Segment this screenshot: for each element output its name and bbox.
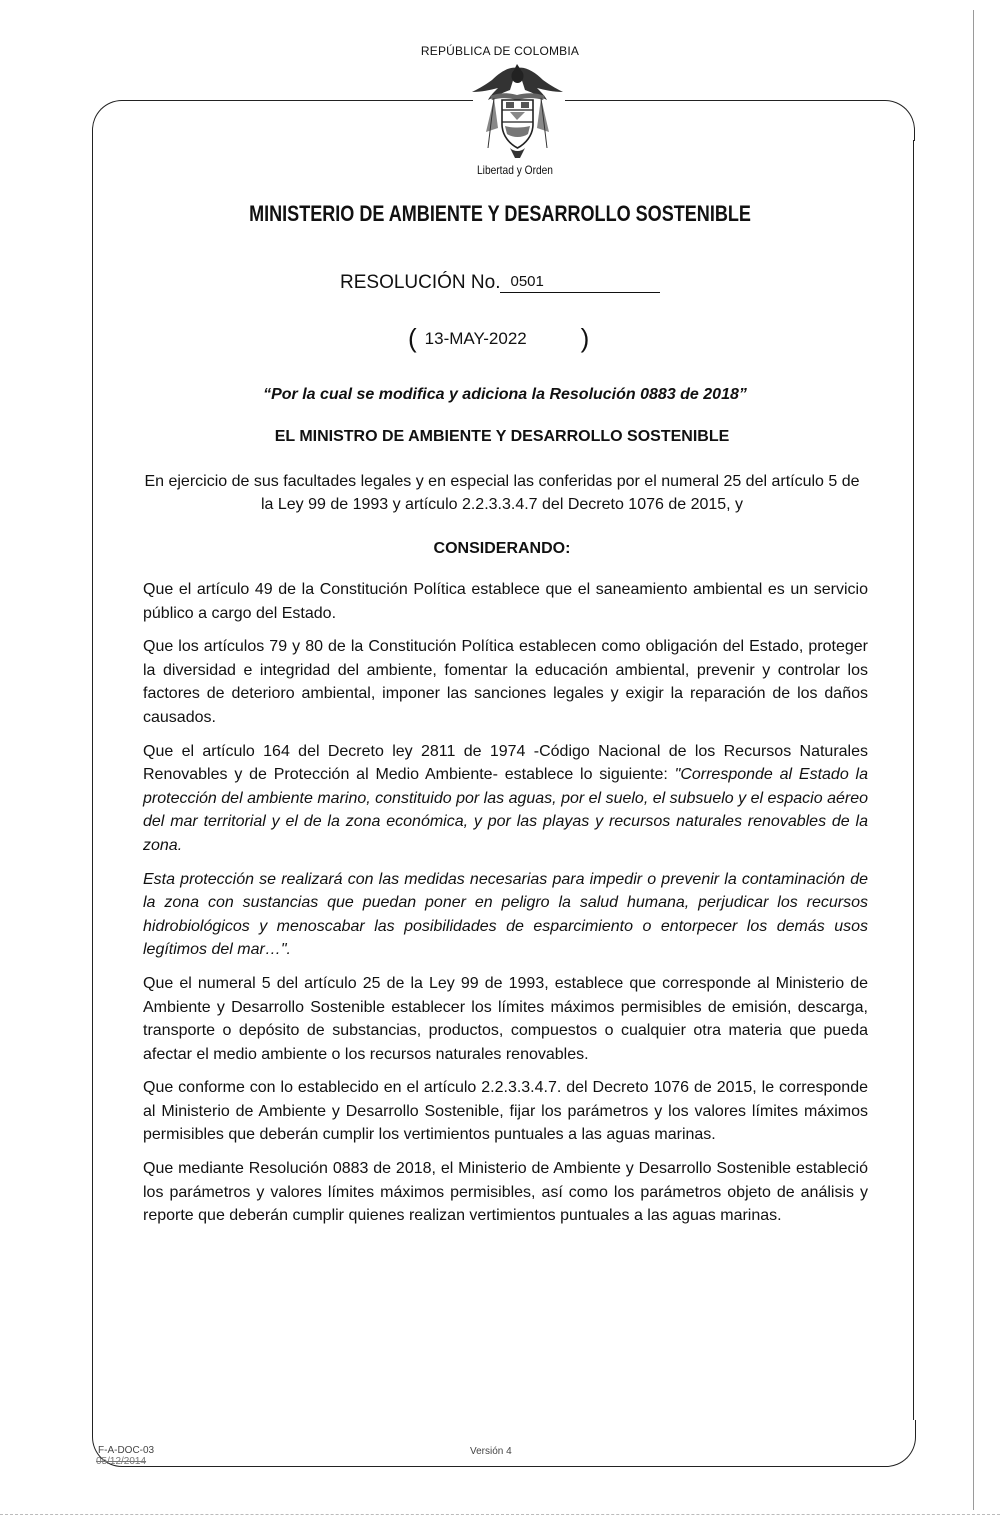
resolution-date-line (408, 323, 589, 354)
form-date: 05/12/2014 (96, 1456, 147, 1467)
page-frame-top-right (565, 100, 915, 141)
considerando-heading: CONSIDERANDO: (433, 540, 571, 557)
page-frame-right (913, 140, 914, 1420)
page-frame-left (92, 140, 93, 1420)
paragraph-6: Que conforme con lo establecido en el artículo 2.2.3.3.4.7. del Decreto 1076 de 2015, le corresponde al Ministerio de Ambiente y Desarrollo Sostenible, fijar los parámetros y los valores límites máximos permisibles que deberán cumplir los vertimientos puntuales a las aguas marinas. (143, 1079, 868, 1144)
country-heading: REPÚBLICA DE COLOMBIA (420, 44, 580, 58)
motto-text: Libertad y Orden (477, 163, 553, 177)
preamble-text: En ejercicio de sus facultades legales y en especial las conferidas por el numeral 25 del artículo 5 de la Ley 99 de 1993 y artículo 2.2.3.3.4.7 del Decreto 1076 de 2015, y (144, 473, 860, 513)
resolution-label: RESOLUCIÓN No. (340, 272, 501, 293)
paragraph-1: Que el artículo 49 de la Constitución Política establece que el saneamiento ambiental es un servicio público a cargo del Estado. (143, 581, 868, 622)
page-frame-top-left (92, 100, 473, 141)
paragraph-2: Que los artículos 79 y 80 de la Constitución Política establecen como obligación del Estado, proteger la diversidad e integridad del ambiente, fomentar la educación ambiental, prevenir y controlar los factores de deterioro ambiental, imponer las sanciones legales y exigir la reparación de los daños causados. (143, 638, 868, 726)
considerations-body (143, 578, 868, 1238)
paragraph-3-intro: Que el artículo 164 del Decreto ley 2811 de 1974 -Código Nacional de los Recursos Naturales Renovables y de Protección al Medio Ambiente- establece lo siguiente: (143, 742, 868, 784)
resolution-number-line (340, 272, 660, 294)
paragraph-5: Que el numeral 5 del artículo 25 de la Ley 99 de 1993, establece que corresponde al Ministerio de Ambiente y Desarrollo Sostenible establecer los límites máximos permisibles de emisión, descarga, transporte o depósito de substancias, productos, compuestos o cualquier otra materia que pueda afectar el medio ambiente o los recursos naturales renovables. (143, 974, 868, 1063)
paragraph-3 (143, 740, 868, 858)
paragraph-3-quote: "Corresponde al Estado la protección del ambiente marino, constituido por las aguas, por el suelo, el subsuelo y el espacio aéreo del mar territorial y el de la zona económica, y por las playas y recursos naturales renovables de la zona. (143, 766, 869, 854)
colombia-coat-of-arms-icon (470, 62, 565, 164)
scan-bottom-line (0, 1514, 1000, 1515)
resolution-subject: “Por la cual se modifica y adiciona la Resolución 0883 de 2018” (263, 386, 747, 403)
ministry-title: MINISTERIO DE AMBIENTE Y DESARROLLO SOSTENIBLE (249, 201, 751, 226)
form-version: Versión 4 (470, 1446, 512, 1457)
close-paren: ) (580, 323, 590, 353)
scan-edge-line (973, 10, 974, 1510)
paragraph-4-quote: Esta protección se realizará con las medidas necesarias para impedir o prevenir la contaminación de la zona con sustancias que puedan poner en peligro la salud humana, perjudicar los recursos hidrobiológicos y menoscabar las posibilidades de esparcimiento o entorpecer los demás usos legítimos del mar…". (143, 870, 868, 959)
open-paren: ( (408, 323, 417, 353)
page-frame-bottom (92, 1420, 916, 1467)
resolution-date: 13-MAY-2022 (424, 329, 527, 348)
resolution-number: 0501 (500, 272, 660, 293)
issuing-authority: EL MINISTRO DE AMBIENTE Y DESARROLLO SOSTENIBLE (274, 428, 730, 445)
form-code: F-A-DOC-03 (98, 1445, 155, 1456)
paragraph-7: Que mediante Resolución 0883 de 2018, el Ministerio de Ambiente y Desarrollo Sostenible estableció los parámetros y valores límites máximos permisibles, así como los parámetros objeto de análisis y reporte que deberán cumplir quienes realizan vertimientos puntuales a las aguas marinas. (143, 1160, 868, 1225)
